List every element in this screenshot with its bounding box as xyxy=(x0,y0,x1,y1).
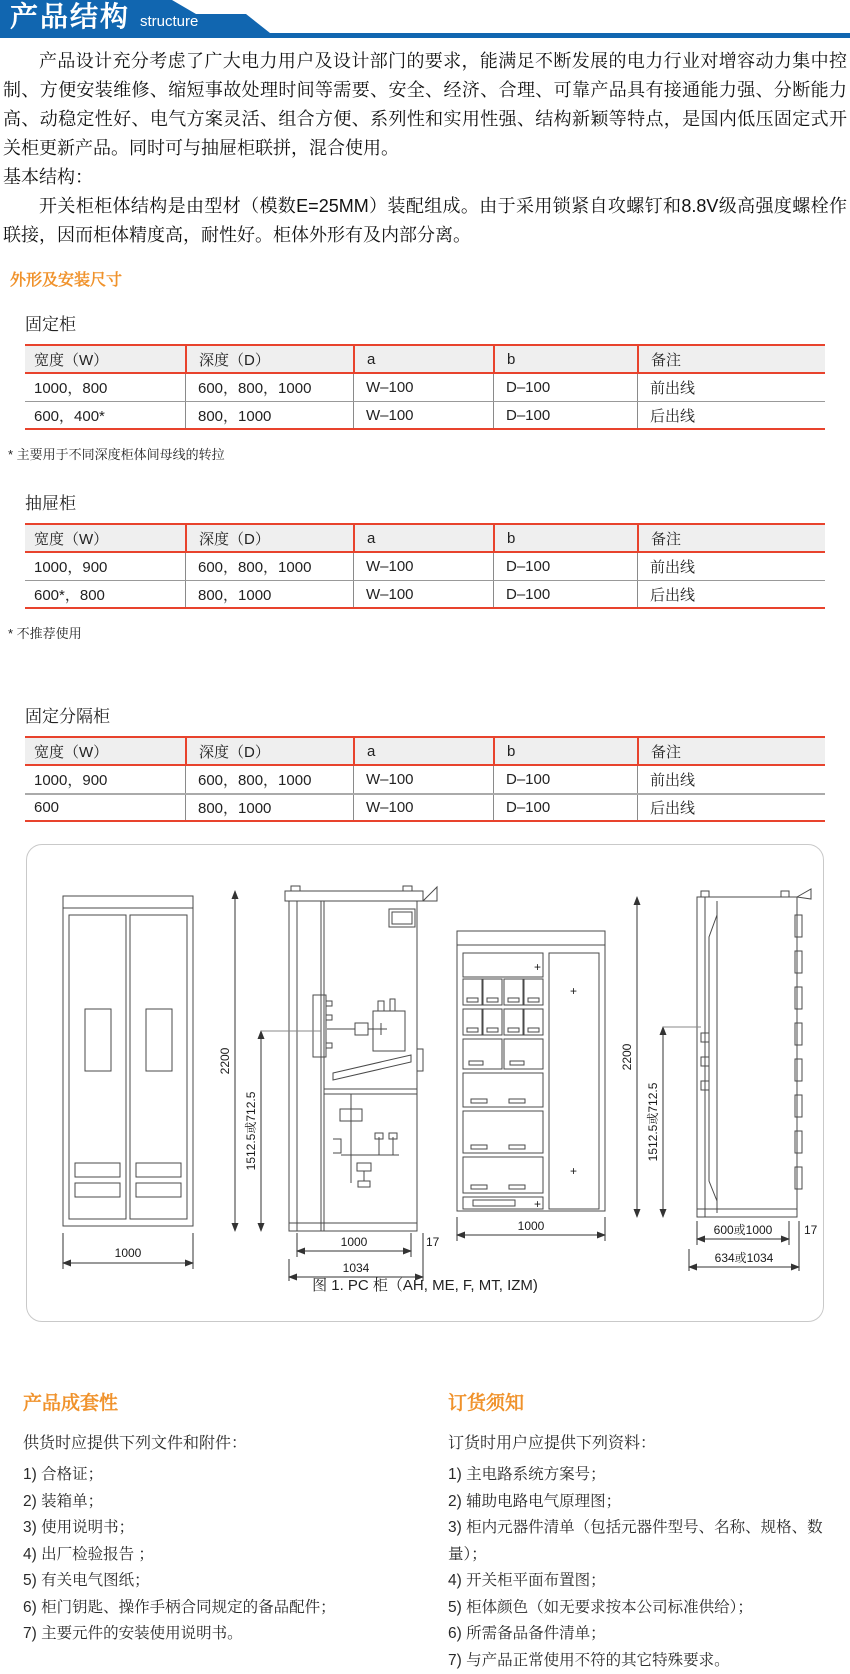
col-header-a: a xyxy=(353,346,493,372)
table-cell: 后出线 xyxy=(637,402,825,428)
table-cell: 800，1000 xyxy=(185,795,353,820)
plus-mark: + xyxy=(570,1164,577,1178)
col-header-width: 宽度（W） xyxy=(25,738,185,764)
list-item: 2) 辅助电路电气原理图； xyxy=(448,1489,838,1516)
table-row xyxy=(25,766,825,793)
col-header-remark: 备注 xyxy=(637,525,825,551)
table-cell: 后出线 xyxy=(637,795,825,820)
table-cell: 600 xyxy=(25,795,185,820)
list-item: 4) 出厂检验报告 ； xyxy=(23,1542,448,1569)
col-header-b: b xyxy=(493,525,637,551)
fixed-cabinet-front-view-drawing xyxy=(57,891,207,1283)
intro-section xyxy=(3,47,847,250)
table-cell: 后出线 xyxy=(637,581,825,607)
table-cell: 600，800，1000 xyxy=(185,553,353,580)
table-row xyxy=(25,793,825,820)
table-cell: W–100 xyxy=(353,581,493,607)
col-header-width: 宽度（W） xyxy=(25,525,185,551)
dim-label-side-overall: 634或1034 xyxy=(715,1251,774,1265)
col-header-depth: 深度（D） xyxy=(185,525,353,551)
dim-label-section-overall: 1034 xyxy=(343,1261,370,1275)
completeness-heading: 产品成套性 xyxy=(23,1388,448,1415)
table-cell: W–100 xyxy=(353,553,493,580)
bottom-sections xyxy=(0,1388,850,1674)
cabinet-side-view-drawing xyxy=(621,887,826,1279)
drawer-cabinet-front-view-drawing xyxy=(453,929,613,1249)
dim-label-inner-height: 1512.5或712.5 xyxy=(244,1091,258,1170)
table-cell: 前出线 xyxy=(637,374,825,401)
col-header-b: b xyxy=(493,738,637,764)
completeness-section xyxy=(23,1388,448,1674)
figure-box xyxy=(26,844,824,1322)
table-header-row xyxy=(25,738,825,766)
drawer-cabinet-table-title: 抽屉柜 xyxy=(25,489,850,514)
list-item: 6) 柜门钥匙、操作手柄合同规定的备品配件； xyxy=(23,1595,448,1622)
page-title: 产品结构 xyxy=(10,0,130,34)
table-row xyxy=(25,580,825,607)
dim-label-drawer-width: 1000 xyxy=(518,1219,545,1233)
intro-paragraph-1: 产品设计充分考虑了广大电力用户及设计部门的要求，能满足不断发展的电力行业对增容动力集中控制、方便安装维修、缩短事故处理时间等需要、安全、经济、合理、可靠产品具有接通能力强、分断能力高、动稳定性好、电气方案灵活、组合方便、系列性和实用性强、结构新颖等特点，是国内低压固定式开关柜更新产品。同时可与抽屉柜联拼，混合使用。 xyxy=(3,47,847,163)
table-cell: D–100 xyxy=(493,581,637,607)
col-header-b: b xyxy=(493,346,637,372)
table-row xyxy=(25,553,825,580)
dimensions-section-heading: 外形及安装尺寸 xyxy=(10,267,850,290)
dim-label-height: 2200 xyxy=(620,1043,634,1070)
list-item: 7) 主要元件的安装使用说明书。 xyxy=(23,1621,448,1648)
fixed-cabinet-footnote: * 主要用于不同深度柜体间母线的转拉 xyxy=(8,444,850,463)
page-subtitle: structure xyxy=(140,13,198,31)
table-header-row xyxy=(25,346,825,374)
page-banner xyxy=(0,0,850,38)
dim-label-section-flange: 17 xyxy=(426,1235,440,1249)
col-header-remark: 备注 xyxy=(637,346,825,372)
table-cell: 1000，900 xyxy=(25,766,185,793)
table-cell: 前出线 xyxy=(637,553,825,580)
table-cell: W–100 xyxy=(353,795,493,820)
dim-label-height: 2200 xyxy=(218,1047,232,1074)
list-item: 5) 有关电气图纸； xyxy=(23,1568,448,1595)
table-cell: 800，1000 xyxy=(185,402,353,428)
table-cell: 前出线 xyxy=(637,766,825,793)
list-item: 6) 所需备品备件清单； xyxy=(448,1621,838,1648)
table-cell: D–100 xyxy=(493,374,637,401)
figure-caption: 图 1. PC 柜（AH, ME, F, MT, IZM) xyxy=(27,1274,823,1295)
ordering-heading: 订货须知 xyxy=(448,1388,838,1415)
table-cell: 600*，800 xyxy=(25,581,185,607)
dim-label-section-width: 1000 xyxy=(341,1235,368,1249)
table-cell: 1000，900 xyxy=(25,553,185,580)
col-header-width: 宽度（W） xyxy=(25,346,185,372)
plus-mark: + xyxy=(534,1197,541,1211)
plus-mark: + xyxy=(570,984,577,998)
list-item: 4) 开关柜平面布置图； xyxy=(448,1568,838,1595)
table-cell: W–100 xyxy=(353,766,493,793)
col-header-remark: 备注 xyxy=(637,738,825,764)
table-cell: 600，400* xyxy=(25,402,185,428)
drawer-cabinet-table xyxy=(25,523,825,609)
table-header-row xyxy=(25,525,825,553)
list-item: 1) 合格证； xyxy=(23,1462,448,1489)
partition-cabinet-table xyxy=(25,736,825,822)
table-row xyxy=(25,374,825,401)
ordering-intro: 订货时用户应提供下列资料： xyxy=(448,1430,838,1453)
table-cell: 800，1000 xyxy=(185,581,353,607)
table-cell: D–100 xyxy=(493,402,637,428)
basic-structure-label: 基本结构： xyxy=(3,163,847,192)
list-item: 2) 装箱单； xyxy=(23,1489,448,1516)
col-header-depth: 深度（D） xyxy=(185,346,353,372)
section-side-view-drawing xyxy=(221,883,441,1293)
table-cell: D–100 xyxy=(493,766,637,793)
dim-label-side-width: 600或1000 xyxy=(714,1223,773,1237)
table-cell: 600，800，1000 xyxy=(185,766,353,793)
table-cell: D–100 xyxy=(493,553,637,580)
table-cell: W–100 xyxy=(353,402,493,428)
list-item: 5) 柜体颜色（如无要求按本公司标准供给）； xyxy=(448,1595,838,1622)
intro-paragraph-2: 开关柜柜体结构是由型材（模数E=25MM）装配组成。由于采用锁紧自攻螺钉和8.8V级高强度螺栓作联接，因而柜体精度高，耐性好。柜体外形有及内部分离。 xyxy=(3,192,847,250)
table-cell: 1000，800 xyxy=(25,374,185,401)
ordering-section xyxy=(448,1388,838,1674)
dim-label-front-width: 1000 xyxy=(115,1246,142,1260)
col-header-depth: 深度（D） xyxy=(185,738,353,764)
plus-mark: + xyxy=(534,960,541,974)
table-cell: 600，800，1000 xyxy=(185,374,353,401)
table-cell: W–100 xyxy=(353,374,493,401)
list-item: 7) 与产品正常使用不符的其它特殊要求。 xyxy=(448,1648,838,1674)
list-item: 3) 使用说明书； xyxy=(23,1515,448,1542)
dim-label-inner-height: 1512.5或712.5 xyxy=(646,1082,660,1161)
col-header-a: a xyxy=(353,525,493,551)
dim-label-side-flange: 17 xyxy=(804,1223,818,1237)
fixed-cabinet-table-title: 固定柜 xyxy=(25,310,850,335)
fixed-cabinet-table xyxy=(25,344,825,430)
drawer-cabinet-footnote: * 不推荐使用 xyxy=(8,623,850,642)
completeness-intro: 供货时应提供下列文件和附件： xyxy=(23,1430,448,1453)
table-row xyxy=(25,401,825,428)
partition-cabinet-table-title: 固定分隔柜 xyxy=(25,702,850,727)
list-item: 3) 柜内元器件清单（包括元器件型号、名称、规格、数量）； xyxy=(448,1515,838,1568)
list-item: 1) 主电路系统方案号； xyxy=(448,1462,838,1489)
col-header-a: a xyxy=(353,738,493,764)
table-cell: D–100 xyxy=(493,795,637,820)
